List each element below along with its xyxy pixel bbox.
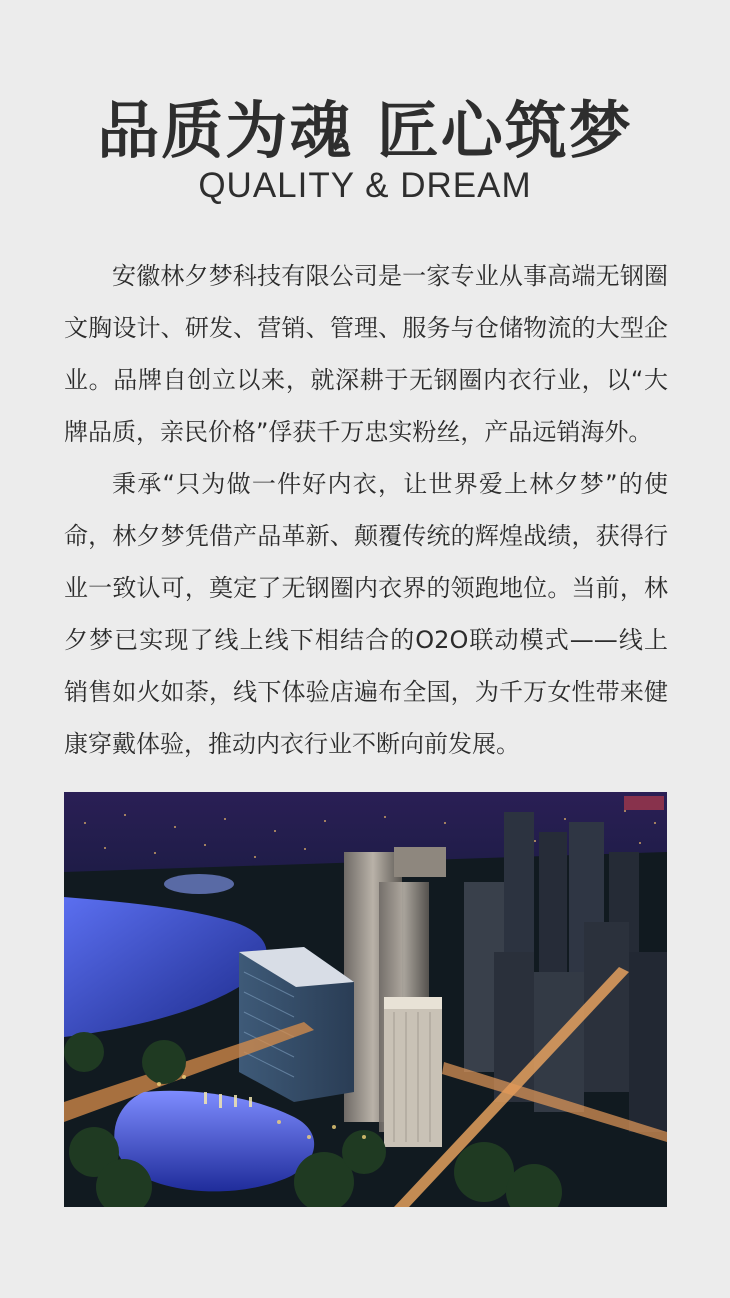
intro-paragraph-2: 秉承“只为做一件好内衣，让世界爱上林夕梦”的使命，林夕梦凭借产品革新、颠覆传统的辉煌战绩，获得行业一致认可，奠定了无钢圈内衣界的领跑地位。当前，林夕梦已实现了线上线下相结合的O2O联动模式——线上销售如火如荼，线下体验店遍布全国，为千万女性带来健康穿戴体验，推动内衣行业不断向前发展。	[64, 470, 668, 758]
city-night-photo	[64, 792, 667, 1207]
intro-paragraph-1: 安徽林夕梦科技有限公司是一家专业从事高端无钢圈文胸设计、研发、营销、管理、服务与仓储物流的大型企业。品牌自创立以来，就深耕于无钢圈内衣行业，以“大牌品质，亲民价格”俘获千万忠实粉丝，产品远销海外。	[64, 262, 668, 446]
intro-text	[64, 250, 668, 770]
page-title: 品质为魂 匠心筑梦	[97, 94, 633, 167]
city-night-illustration	[64, 792, 667, 1207]
page-subtitle: QUALITY & DREAM	[198, 166, 532, 205]
